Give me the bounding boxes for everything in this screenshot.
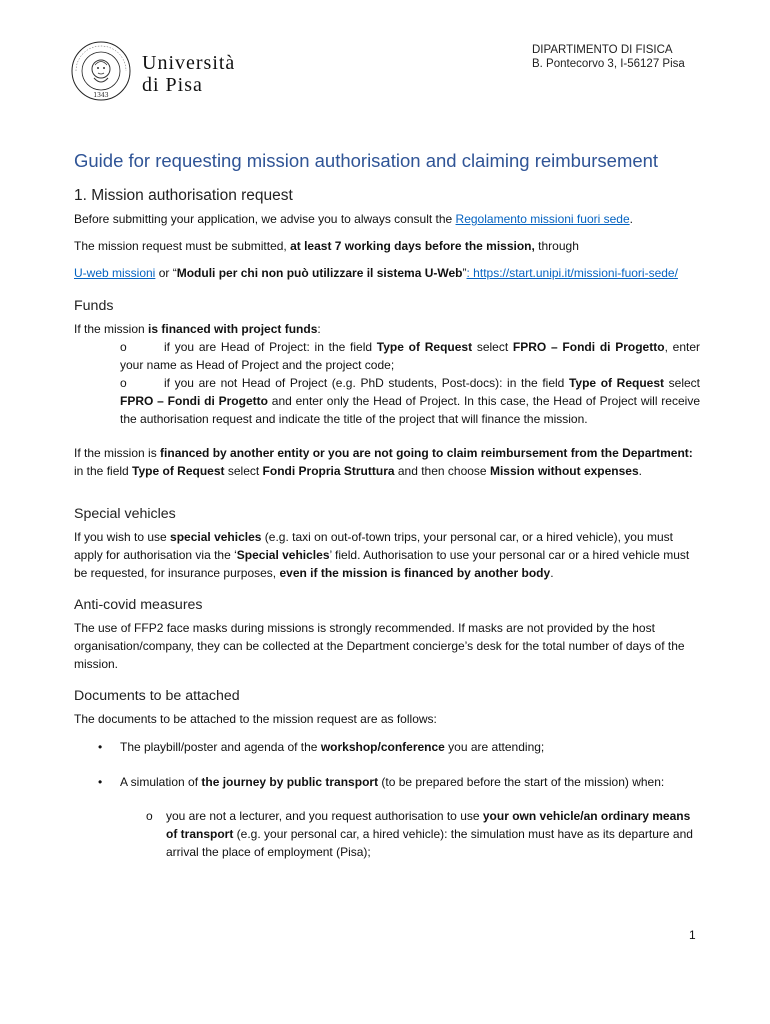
submission-channels-paragraph	[74, 264, 700, 282]
section-heading-mission-authorisation: 1. Mission authorisation request	[74, 187, 293, 204]
text: :	[317, 322, 321, 336]
text: (e.g. taxi on out-of-town trips, your personal car, or a hired vehicle), you must apply for authorisation via the ‘	[74, 530, 673, 562]
text: financed by another entity or you are not going to claim reimbursement from the Department:	[160, 446, 693, 460]
text: The mission request must be submitted,	[74, 239, 291, 253]
text: the journey by public transport	[201, 775, 379, 789]
documents-intro: The documents to be attached to the mission request are as follows:	[74, 712, 437, 726]
section-heading-anti-covid: Anti-covid measures	[74, 597, 203, 613]
text: The playbill/poster and agenda of the	[120, 740, 321, 754]
text: Type of Request	[132, 464, 225, 478]
funds-intro	[74, 320, 700, 338]
text: select	[472, 340, 513, 354]
bullet: •	[98, 775, 103, 789]
project-funds-bold: is financed with project funds	[148, 322, 318, 336]
text: Type of Request	[376, 340, 473, 354]
university-name-line1: Università	[142, 52, 236, 74]
anti-covid-paragraph: The use of FFP2 face masks during missions is strongly recommended. If masks are not provided by the host organisation/company, they can be collected at the Department concierge’s desk for the total number of days of the mission.	[74, 621, 685, 671]
text: (to be prepared before the start of the mission) when:	[378, 775, 665, 789]
text: you are attending;	[444, 740, 545, 754]
text: (e.g. your personal car, a hired vehicle): the simulation must have as its departure and arrival the place of employment (Pisa);	[166, 827, 693, 859]
university-name-line2: di Pisa	[142, 74, 203, 96]
page-number: 1	[689, 928, 696, 942]
deadline-paragraph	[74, 237, 700, 255]
text: .	[550, 566, 554, 580]
list-item	[74, 738, 700, 756]
text: select	[664, 376, 700, 390]
text: FPRO – Fondi di Progetto	[120, 394, 268, 408]
other-entity-paragraph	[74, 444, 700, 480]
text: if you are Head of Project: in the field	[164, 340, 377, 354]
text: through	[534, 239, 579, 253]
text: your own vehicle/an ordinary means of transport	[166, 809, 691, 841]
text: .	[638, 464, 642, 478]
section-heading-funds: Funds	[74, 298, 114, 314]
department-address	[532, 43, 685, 71]
text: ”	[462, 266, 467, 280]
university-name	[142, 52, 235, 96]
text: .	[629, 212, 633, 226]
text: If you wish to use	[74, 530, 171, 544]
missioni-url-link[interactable]: : https://start.unipi.it/missioni-fuori-sede/	[466, 266, 678, 280]
text: FPRO – Fondi di Progetto	[512, 340, 665, 354]
department-street: B. Pontecorvo 3, I-56127 Pisa	[532, 58, 685, 70]
documents-list	[74, 738, 700, 791]
deadline-bold: at least 7 working days before the mission,	[290, 239, 535, 253]
text: A simulation of	[120, 775, 202, 789]
text: if you are not Head of Project (e.g. PhD students, Post-docs): in the field	[164, 376, 569, 390]
text: Type of Request	[568, 376, 665, 390]
text: you are not a lecturer, and you request authorisation to use	[166, 809, 483, 823]
text: workshop/conference	[320, 740, 445, 754]
list-item	[74, 773, 700, 791]
text: and enter only the Head of Project. In this case, the Head of Project will receive the authorisation request and indicate the title of the project that will finance the mission.	[120, 394, 700, 426]
moduli-bold: Moduli per chi non può utilizzare il sistema U-Web	[176, 266, 463, 280]
text: special vehicles	[170, 530, 262, 544]
document-title: Guide for requesting mission authorisation and claiming reimbursement	[74, 150, 659, 171]
svg-text:1343: 1343	[93, 92, 109, 99]
text: Before submitting your application, we advise you to always consult the	[74, 212, 456, 226]
list-marker: o	[146, 809, 153, 823]
text: Mission without expenses	[489, 464, 639, 478]
journey-simulation-subitem	[74, 807, 700, 861]
department-name: DIPARTIMENTO DI FISICA	[532, 44, 673, 56]
list-marker: o	[120, 340, 127, 354]
document-body	[74, 148, 700, 861]
section-heading-special-vehicles: Special vehicles	[74, 506, 176, 522]
funds-item-not-head	[74, 374, 700, 428]
text: or “	[155, 266, 177, 280]
special-vehicles-paragraph	[74, 528, 700, 582]
section-heading-documents: Documents to be attached	[74, 688, 240, 704]
text: , enter your name as Head of Project and the project code;	[120, 340, 700, 372]
text: Fondi Propria Struttura	[262, 464, 395, 478]
text: select	[224, 464, 263, 478]
text: in the field	[74, 464, 133, 478]
text: If the mission	[74, 322, 149, 336]
text: If the mission is	[74, 446, 161, 460]
consult-regulation-paragraph	[74, 210, 700, 228]
text: ’ field. Authorisation to use your personal car or a hired vehicle must be requested, for insurance purposes,	[74, 548, 690, 580]
text: even if the mission is financed by another body	[279, 566, 551, 580]
list-marker: o	[120, 376, 127, 390]
funds-item-head-of-project	[74, 338, 700, 374]
university-seal-logo	[70, 40, 132, 102]
u-web-missioni-link[interactable]: U-web missioni	[74, 266, 156, 280]
regolamento-link[interactable]: Regolamento missioni fuori sede	[455, 212, 630, 226]
text: Special vehicles	[236, 548, 330, 562]
text: and then choose	[394, 464, 490, 478]
bullet: •	[98, 740, 103, 754]
